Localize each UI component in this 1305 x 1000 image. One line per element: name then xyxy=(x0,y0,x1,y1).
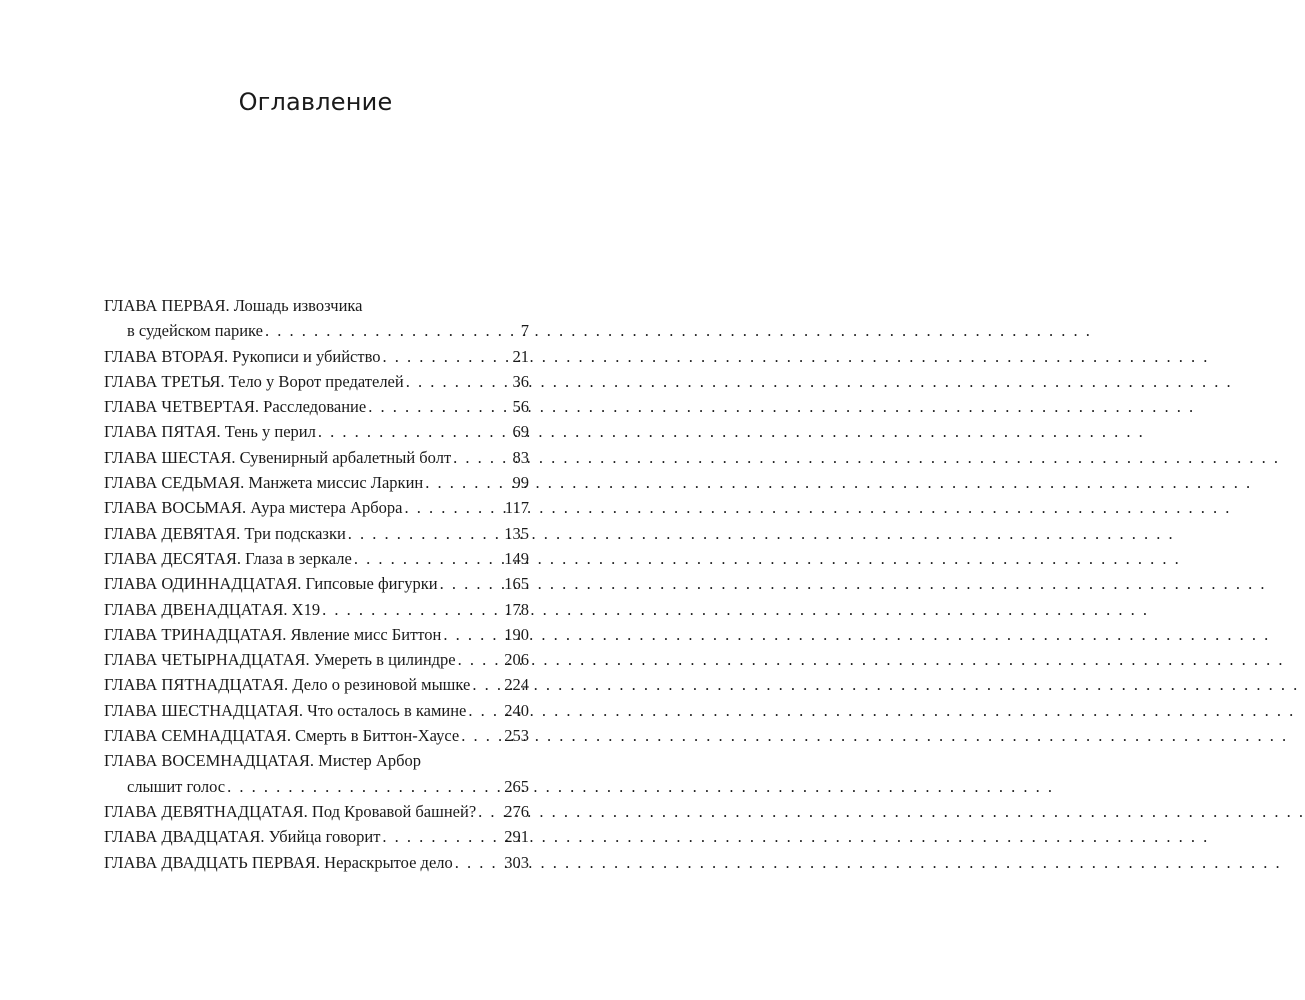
toc-entry-title: ГЛАВА ПЕРВАЯ. Лошадь извозчика xyxy=(104,296,363,315)
toc-page-number: 291 xyxy=(504,827,529,847)
toc-page-number: 190 xyxy=(504,624,529,644)
table-of-contents xyxy=(104,293,529,875)
toc-entry-title: ГЛАВА ДЕСЯТАЯ. Глаза в зеркале xyxy=(104,548,352,568)
toc-entry-14[interactable] xyxy=(104,647,529,672)
toc-entry-title: ГЛАВА ЧЕТВЕРТАЯ. Расследование xyxy=(104,397,367,417)
toc-page-number: 99 xyxy=(512,473,529,493)
toc-page-number: 178 xyxy=(504,599,529,619)
toc-page-number: 149 xyxy=(504,548,529,568)
toc-entry-title: ГЛАВА ДВЕНАДЦАТАЯ. X19 xyxy=(104,599,321,619)
dot-leader xyxy=(382,824,502,849)
toc-entry-19[interactable] xyxy=(104,799,529,824)
dot-leader xyxy=(461,723,502,748)
toc-entry-16[interactable] xyxy=(104,698,529,723)
toc-entry-title: ГЛАВА ОДИННАДЦАТАЯ. Гипсовые фигурки xyxy=(104,574,438,594)
toc-entry-title: ГЛАВА ДВАДЦАТАЯ. Убийца говорит xyxy=(104,827,381,847)
toc-page-number: 83 xyxy=(512,447,529,467)
toc-entry-4[interactable] xyxy=(104,394,529,419)
toc-entry-20[interactable] xyxy=(104,824,529,849)
toc-entry-3[interactable] xyxy=(104,369,529,394)
dot-leader xyxy=(425,470,510,495)
toc-entry-21[interactable] xyxy=(104,850,529,875)
dot-leader xyxy=(472,672,502,697)
dot-leader xyxy=(404,495,502,520)
toc-page-number: 117 xyxy=(504,498,529,518)
toc-entry-12[interactable] xyxy=(104,597,529,622)
toc-page-number: 206 xyxy=(504,650,529,670)
toc-entry-title: ГЛАВА ТРИНАДЦАТАЯ. Явление мисс Биттон xyxy=(104,624,442,644)
toc-page-number: 21 xyxy=(512,346,529,366)
page-title: Оглавление xyxy=(238,88,393,116)
toc-entry-1[interactable] xyxy=(104,293,529,344)
dot-leader xyxy=(322,597,502,622)
toc-entry-9[interactable] xyxy=(104,521,529,546)
toc-entry-title: ГЛАВА ТРЕТЬЯ. Тело у Ворот предателей xyxy=(104,371,404,391)
dot-leader xyxy=(348,521,502,546)
toc-page-number: 7 xyxy=(520,321,529,341)
dot-leader xyxy=(458,647,503,672)
dot-leader xyxy=(440,571,503,596)
toc-entry-10[interactable] xyxy=(104,546,529,571)
toc-entry-8[interactable] xyxy=(104,495,529,520)
dot-leader xyxy=(368,394,510,419)
toc-page-number: 36 xyxy=(512,371,529,391)
toc-page-number: 240 xyxy=(504,700,529,720)
toc-entry-title: ГЛАВА ВОСЬМАЯ. Аура мистера Арбора xyxy=(104,498,403,518)
toc-entry-title: ГЛАВА СЕМНАДЦАТАЯ. Смерть в Биттон-Хаусе xyxy=(104,726,460,746)
toc-entry-title-continued: слышит голос xyxy=(127,776,226,796)
toc-entry-title: ГЛАВА ВТОРАЯ. Рукописи и убийство xyxy=(104,346,381,366)
toc-page-number: 165 xyxy=(504,574,529,594)
toc-entry-7[interactable] xyxy=(104,470,529,495)
toc-entry-13[interactable] xyxy=(104,622,529,647)
dot-leader xyxy=(478,799,502,824)
toc-page-number: 56 xyxy=(512,397,529,417)
toc-entry-15[interactable] xyxy=(104,672,529,697)
dot-leader xyxy=(318,419,511,444)
dot-leader xyxy=(468,698,502,723)
toc-entry-title: ГЛАВА ШЕСТАЯ. Сувенирный арбалетный болт xyxy=(104,447,452,467)
toc-entry-18[interactable] xyxy=(104,748,529,799)
toc-entry-title: ГЛАВА ДЕВЯТАЯ. Три подсказки xyxy=(104,523,346,543)
toc-entry-title-continued: в судейском парике xyxy=(127,321,263,341)
dot-leader xyxy=(354,546,502,571)
toc-page-number: 253 xyxy=(504,726,529,746)
toc-entry-title: ГЛАВА ПЯТАЯ. Тень у перил xyxy=(104,422,316,442)
toc-entry-title: ГЛАВА ЧЕТЫРНАДЦАТАЯ. Умереть в цилиндре xyxy=(104,650,456,670)
toc-entry-title: ГЛАВА ВОСЕМНАДЦАТАЯ. Мистер Арбор xyxy=(104,751,421,771)
toc-page-number: 135 xyxy=(504,523,529,543)
dot-leader xyxy=(443,622,502,647)
toc-entry-2[interactable] xyxy=(104,344,529,369)
dot-leader xyxy=(406,369,511,394)
toc-entry-17[interactable] xyxy=(104,723,529,748)
toc-page-number: 303 xyxy=(504,852,529,872)
toc-page-number: 265 xyxy=(504,776,529,796)
toc-entry-title: ГЛАВА ДЕВЯТНАДЦАТАЯ. Под Кровавой башней? xyxy=(104,801,477,821)
dot-leader xyxy=(227,774,502,799)
toc-entry-title: ГЛАВА СЕДЬМАЯ. Манжета миссис Ларкин xyxy=(104,473,424,493)
toc-page-number: 276 xyxy=(504,801,529,821)
toc-entry-title: ГЛАВА ШЕСТНАДЦАТАЯ. Что осталось в камине xyxy=(104,700,467,720)
toc-page-number: 69 xyxy=(512,422,529,442)
dot-leader xyxy=(383,344,511,369)
toc-entry-11[interactable] xyxy=(104,571,529,596)
toc-entry-title: ГЛАВА ДВАДЦАТЬ ПЕРВАЯ. Нераскрытое дело xyxy=(104,852,453,872)
dot-leader xyxy=(265,318,519,343)
dot-leader xyxy=(453,445,510,470)
toc-entry-5[interactable] xyxy=(104,419,529,444)
toc-entry-title: ГЛАВА ПЯТНАДЦАТАЯ. Дело о резиновой мышке xyxy=(104,675,471,695)
toc-entry-6[interactable] xyxy=(104,445,529,470)
toc-page-number: 224 xyxy=(504,675,529,695)
dot-leader xyxy=(455,850,502,875)
